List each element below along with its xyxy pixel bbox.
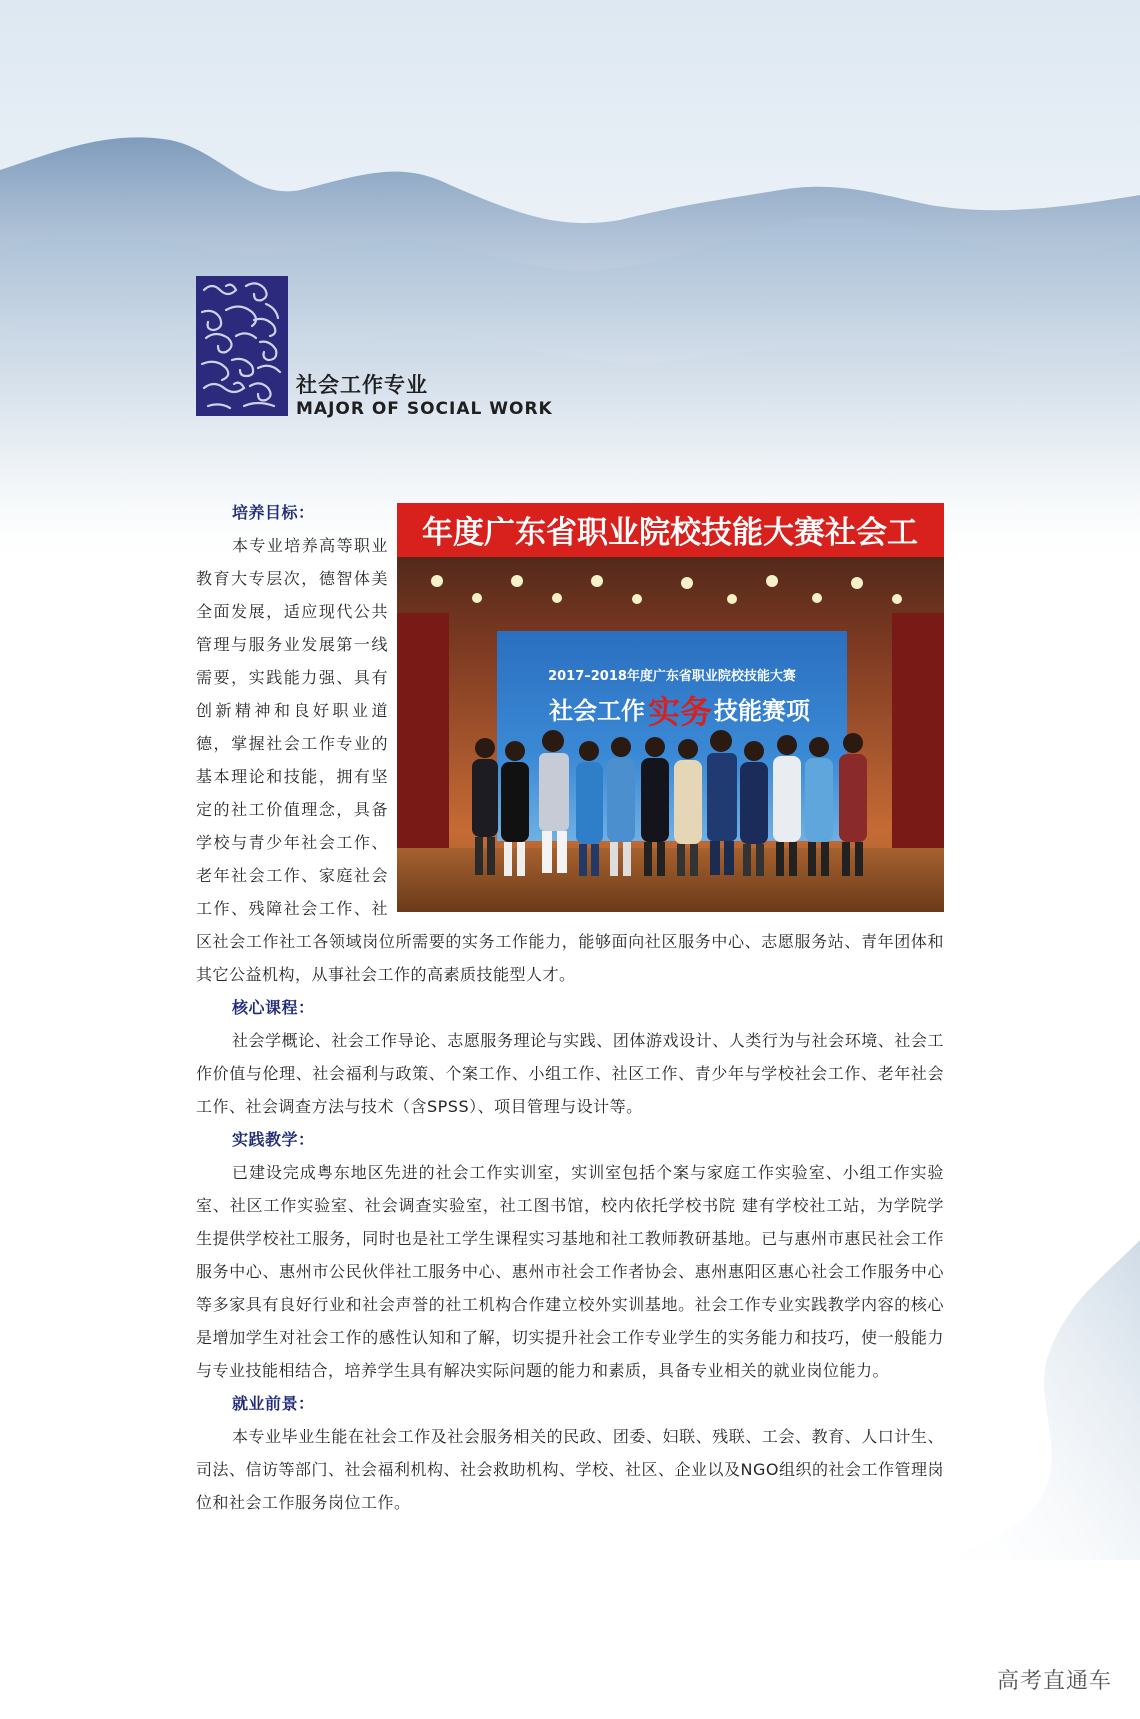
section-title-practice: 实践教学： [232,1130,315,1149]
svg-text:技能赛项: 技能赛项 [714,697,810,725]
section-text-core: 社会学概论、社会工作导论、志愿服务理论与实践、团体游戏设计、人类行为与社会环境、社会工作价值与伦理、社会福利与政策、个案工作、小组工作、社区工作、青少年与学校社会工作、老年社会工作、社会调查方法与技术（含SPSS）、项目管理与设计等。 [196,1031,944,1116]
svg-text:社会工作: 社会工作 [549,697,645,725]
section-title-goal: 培养目标： [232,503,315,522]
watermark: 高考直通车 [996,1669,1112,1694]
photo-wrap-spacer [396,529,944,905]
corner-mist-decoration [920,1240,1140,1560]
section-text-goal: 本专业培养高等职业教育大专层次，德智体美全面发展，适应现代公共管理与服务业发展第一线需要，实践能力强、具有创新精神和良好职业道德，掌握社会工作专业的基本理论和技能，拥有坚定的社工价值理念，具备学校与青少年社会工作、老年社会工作、家庭社会工作、残障社会工作、社区社会工作社工各领域岗位所需要的实务工作能力，能够面向社区服务中心、志愿服务站、青年团体和其它公益机构，从事社会工作的高素质技能型人才。 [196,529,944,991]
svg-text:实务: 实务 [647,693,713,731]
mountain-background [0,0,1140,560]
major-title-cn: 社会工作专业 [296,373,428,397]
banner-text: 年度广东省职业院校技能大赛社会工 [422,515,918,551]
major-title-en: MAJOR OF SOCIAL WORK [296,399,553,419]
title-block [296,372,553,420]
section-text-career: 本专业毕业生能在社会工作及社会服务相关的民政、团委、妇联、残联、工会、教育、人口计生、司法、信访等部门、社会福利机构、社会救助机构、学校、社区、企业以及NGO组织的社会工作管理岗位和社会工作服务岗位工作。 [196,1427,944,1512]
svg-text:2017–2018年度广东省职业院校技能大赛: 2017–2018年度广东省职业院校技能大赛 [548,669,796,684]
section-text-practice: 已建设完成粤东地区先进的社会工作实训室，实训室包括个案与家庭工作实验室、小组工作实验室、社区工作实验室、社会调查实验室，社工图书馆，校内依托学校书院 建有学校社工站，为学院学生提供学校社工服务，同时也是社工学生课程实习基地和社工教师教研基地。已与惠州市惠民社会工作服务中心、惠州市公民伙伴社工服务中心、惠州市社会工作者协会、惠州惠阳区惠心社会工作服务中心等多家具有良好行业和社会声誉的社工机构合作建立校外实训基地。社会工作专业实践教学内容的核心是增加学生对社会工作的感性认知和了解，切实提升社会工作专业学生的实务能力和技巧，使一般能力与专业技能相结合，培养学生具有解决实际问题的能力和素质，具备专业相关的就业岗位能力。 [196,1163,944,1380]
cloud-pattern-seal [196,276,288,416]
section-title-core: 核心课程： [232,998,315,1017]
main-content [196,496,944,1519]
section-title-career: 就业前景： [232,1394,315,1413]
